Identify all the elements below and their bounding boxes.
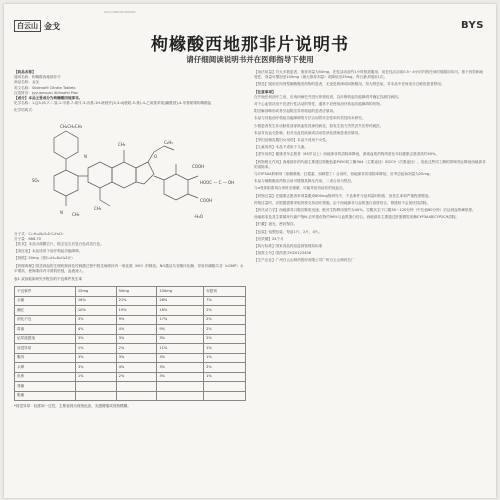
table-cell: 1% xyxy=(75,344,116,354)
section-spec: 【规格】50mg（按C₂₂H₃₀N₆O₄S计） xyxy=(14,256,75,261)
body-paragraph: 【药代动力学】西地那非口服后吸收迅速，绝对生物利用度约为40%。空腹状态下口服30～120分钟（中位值60分钟）后达到血浆峰浓度。 xyxy=(254,208,476,213)
body-paragraph: 与α受体阻滞剂合用时应谨慎，可能导致有症状的低血压。 xyxy=(254,186,347,191)
body-paragraph: 【儿童用药】本品不适用于儿童。 xyxy=(254,145,308,150)
body-paragraph: 【药物过量】在健康志愿者单剂量服用800mg的研究中，不良事件与低剂量时相似，但发生率和严重程度增加。 xyxy=(254,193,432,198)
svg-text:N: N xyxy=(60,209,63,215)
adverse-events-table xyxy=(14,286,246,401)
table-cell: 鼻塞 xyxy=(15,325,76,335)
table-cell: 1% xyxy=(75,372,116,382)
table-cell: 3% xyxy=(75,363,116,373)
body-paragraph: 【孕妇及哺乳期妇女用药】本品不适用于女性。 xyxy=(254,138,330,143)
table-cell: 50mg xyxy=(116,287,157,297)
table-cell: 4% xyxy=(75,325,116,335)
table-row xyxy=(15,372,246,382)
body-paragraph: 【生产企业】广州白云山制药股份有限公司广州白云山制药总厂 xyxy=(254,258,355,263)
table-cell: 7% xyxy=(204,296,246,306)
svg-text:CH₃: CH₃ xyxy=(118,141,126,147)
leaflet-page xyxy=(4,4,496,498)
body-paragraph: 【批准文号】国药准字H20123456 xyxy=(254,251,311,256)
table-cell: 100mg xyxy=(157,287,204,297)
table-cell xyxy=(157,391,204,401)
table-cell: 3% xyxy=(157,353,204,363)
section-indication: 【适应症】本品适用于治疗勃起功能障碍。 xyxy=(14,249,83,254)
print-code: A03-1008 MC200002 xyxy=(104,10,136,14)
body-paragraph: 【包装】铝塑包装，每盒1片、2片、4片。 xyxy=(254,229,322,234)
table-cell: 11% xyxy=(157,344,204,354)
svg-text:·H₂O: ·H₂O xyxy=(194,213,204,219)
table-cell: 16% xyxy=(75,296,116,306)
section-contraindication: 【禁忌】服用任何剂型硝酸酯类药物的患者，无论是规律或间断服用，均为禁忌症。对本品中任何成分过敏的患者禁用。 xyxy=(254,82,445,87)
table-cell: 安慰剂 xyxy=(204,287,246,297)
table-cell: 19% xyxy=(116,306,157,316)
precaution-item: 本品与其他治疗勃起功能障碍的方法合用的安全性和有效性尚未研究。 xyxy=(254,116,366,121)
section-drug-name: 【药品名称】 xyxy=(14,70,36,74)
body-paragraph: 【有效期】24个月 xyxy=(254,236,284,241)
table-cell: 2% xyxy=(116,372,157,382)
body-paragraph: 【老年用药】健康老年志愿者（65岁以上）西地那非的清除率降低，游离血浆药物浓度比年轻健康志愿者高约40%。 xyxy=(254,152,440,157)
table-cell: 视觉异常 xyxy=(15,344,76,354)
svg-text:CH₃: CH₃ xyxy=(72,211,80,217)
svg-text:COOH: COOH xyxy=(192,163,205,169)
document-subtitle: 请仔细阅读说明书并在医师指导下使用 xyxy=(186,55,314,64)
name-line: 商品名称：金戈 xyxy=(14,80,40,85)
structure-diagram xyxy=(14,118,246,228)
molecular-weight: 分子量：666.70 xyxy=(14,236,41,241)
table-cell: 不良事件 xyxy=(15,287,76,297)
table-cell: 4% xyxy=(116,325,157,335)
table-cell xyxy=(75,391,116,401)
precaution-item: 阴茎解剖畸形或易引起阴茎异常勃起的患者应慎用。 xyxy=(254,109,337,114)
table-row xyxy=(15,344,246,354)
brand-name: 金戈 xyxy=(44,21,60,31)
body-paragraph: 【药物相互作用】西地那非的代谢主要通过细胞色素P450同工酶3A4（主要途径）和2C9（次要途径）。因此这些同工酶的抑制剂会降低西地那非的清除率。 xyxy=(254,159,486,169)
body-paragraph: 药物过量时，应根据需要采取常规支持治疗措施。由于西地那非与血浆蛋白高度结合，肾透析不会加快其清除。 xyxy=(254,200,431,205)
table-cell: 皮疹 xyxy=(15,372,76,382)
table-cell: 2% xyxy=(204,363,246,373)
table-cell: 4% xyxy=(116,363,157,373)
right-column xyxy=(254,70,486,266)
table-cell xyxy=(116,391,157,401)
table-cell: 3% xyxy=(75,315,116,325)
table-row xyxy=(15,315,246,325)
table-row xyxy=(15,325,246,335)
molecular-formula: 分子式：C₂₂H₃₀N₆O₄S·C₆H₈O₇ xyxy=(14,231,64,236)
table-cell: 腹泻 xyxy=(15,353,76,363)
table-cell: 10% xyxy=(75,306,116,316)
section-pharmacology: 【药理毒理】阴茎勃起的生理机制涉及性刺激过程中阴茎海绵体内一氧化氮（NO）的释放。NO激活鸟苷酸环化酶，导致环磷酸鸟苷（cGMP）水平增高，使海绵体内平滑肌松弛，血液流入。 xyxy=(14,263,244,273)
table-header-row xyxy=(15,287,246,297)
table-row xyxy=(15,296,246,306)
table-cell: 2% xyxy=(204,306,246,316)
table-cell: 9% xyxy=(157,325,204,335)
table-cell: 肌痛 xyxy=(15,391,76,401)
table-cell: 3% xyxy=(116,353,157,363)
chemical-structure xyxy=(14,118,246,228)
precaution-item: 对于心血管状况不宜进行性活动的男性，通常不应使用治疗勃起功能障碍的药物。 xyxy=(254,102,384,107)
table-cell: 2% xyxy=(204,334,246,344)
company-logo: BYS xyxy=(460,20,484,31)
name-line: 英文名称：Sildenafil Citrate Tablets xyxy=(14,85,76,90)
body-paragraph: 本品与硝酸酯类药物合用可增强其降压作用，二者合用为禁忌。 xyxy=(254,179,355,184)
table-row xyxy=(15,382,246,392)
table-cell: 2% xyxy=(204,325,246,335)
structure-label: 化学结构式： xyxy=(14,108,36,113)
svg-text:CH₂CH₂CH₃: CH₂CH₂CH₃ xyxy=(60,123,83,129)
table-cell xyxy=(157,382,204,392)
chemical-name: 化学名称：1-[[3-(6,7-二氢-1-甲基-7-氧代-3-丙基-1H-吡唑并[4,3-d]嘧啶-5-基)-4-乙氧基苯基]磺酰基]-4-甲基哌嗪枸橼酸盐 xyxy=(14,101,212,106)
table-cell: 头晕 xyxy=(15,363,76,373)
section-traits: 【性状】本品为薄膜衣片，除去包衣后显白色或类白色。 xyxy=(14,242,104,247)
name-line: 通用名称：枸橼酸西地那非片 xyxy=(14,75,61,80)
body-paragraph: 【执行标准】国家食品药品监督管理局标准 xyxy=(254,244,323,249)
precaution-item: 本品对出血无影响，但对出血性疾病或活动性消化溃疡患者应慎用。 xyxy=(254,130,362,135)
section-ingredient: 【成分】本品主要成分为枸橼酸西地那非。 xyxy=(14,96,83,101)
table-cell xyxy=(75,382,116,392)
table-cell: 泌尿道感染 xyxy=(15,334,76,344)
table-cell: 17% xyxy=(157,315,204,325)
table-cell: 3% xyxy=(116,334,157,344)
table-cell: 28% xyxy=(157,296,204,306)
table-cell: 9% xyxy=(116,315,157,325)
svg-text:CH₃: CH₃ xyxy=(94,205,102,211)
table-cell: 25mg xyxy=(75,287,116,297)
svg-text:HOOC — C — OH: HOOC — C — OH xyxy=(200,179,235,185)
precaution-item: 少数患者发生非动脉性前部缺血性视神经病变，如发生视力突然丧失应停药就医。 xyxy=(254,123,384,128)
section-usage: 【用法用量】对大多数患者，推荐剂量为50mg，在性活动前约1小时按需服用；但在性活动前0.5～4小时内的任何时候服用均可。基于药效和耐受性，剂量可增加至100mg（最大推荐剂量）或降低至25mg。每日最多服用1次。 xyxy=(254,70,484,80)
table-cell: 1% xyxy=(204,344,246,354)
table-caption: 表1 双盲临床研究中报告的不良事件发生率 xyxy=(14,277,83,282)
table-row xyxy=(15,391,246,401)
svg-text:O: O xyxy=(154,153,158,159)
table-cell: 3% xyxy=(75,353,116,363)
table-cell: 3% xyxy=(75,334,116,344)
table-cell: 3% xyxy=(157,363,204,373)
table-cell: 2% xyxy=(204,315,246,325)
brand-box: 白云山 xyxy=(14,20,41,32)
document-title: 枸橼酸西地那非片说明书 xyxy=(151,35,349,55)
table-cell: 18% xyxy=(157,306,204,316)
svg-text:COOH: COOH xyxy=(200,197,213,203)
table-cell xyxy=(204,391,246,401)
section-precautions: 【注意事项】 xyxy=(254,89,276,94)
left-column xyxy=(14,70,246,409)
svg-text:N: N xyxy=(84,153,87,159)
table-cell: 21% xyxy=(116,296,157,306)
table-row xyxy=(15,363,246,373)
table-cell: 1% xyxy=(204,372,246,382)
body-paragraph: 【贮藏】遮光，密封保存。 xyxy=(254,222,298,227)
table-row xyxy=(15,334,246,344)
table-note: *视觉异常：轻度和一过性，主要表现为视物色淡、光感增强或视物模糊。 xyxy=(14,404,131,409)
table-cell: 3% xyxy=(157,372,204,382)
table-row xyxy=(15,353,246,363)
body-paragraph: 与CYP3A4抑制剂（如酮康唑、红霉素、西咪替丁）合用时，西地那非的清除率降低，应考虑起始剂量为25mg。 xyxy=(254,172,433,177)
table-cell: 背痛 xyxy=(15,382,76,392)
table-cell: 3% xyxy=(157,334,204,344)
table-cell: 消化不良 xyxy=(15,315,76,325)
name-line: 汉语拼音：Juyuansuan Xidinafei Pian xyxy=(14,90,79,95)
table-cell: 2% xyxy=(116,344,157,354)
svg-text:SO₂: SO₂ xyxy=(32,177,40,183)
table-cell xyxy=(116,382,157,392)
table-cell xyxy=(204,382,246,392)
table-cell: 1% xyxy=(204,353,246,363)
body-paragraph: 西地那非及其主要循环代谢产物N-去甲基化物约96%与血浆蛋白结合。西地那非主要通过肝脏微粒体酶CYP3A4和CYP2C9清除。 xyxy=(254,215,460,220)
precaution-item: 在开始任何治疗之前，应询问病史并进行体格检查，以诊断勃起功能障碍并确定其潜在病因。 xyxy=(254,94,402,99)
table-cell: 潮红 xyxy=(15,306,76,316)
table-cell: 头痛 xyxy=(15,296,76,306)
table-row xyxy=(15,306,246,316)
svg-text:C₂H₅: C₂H₅ xyxy=(164,139,174,145)
